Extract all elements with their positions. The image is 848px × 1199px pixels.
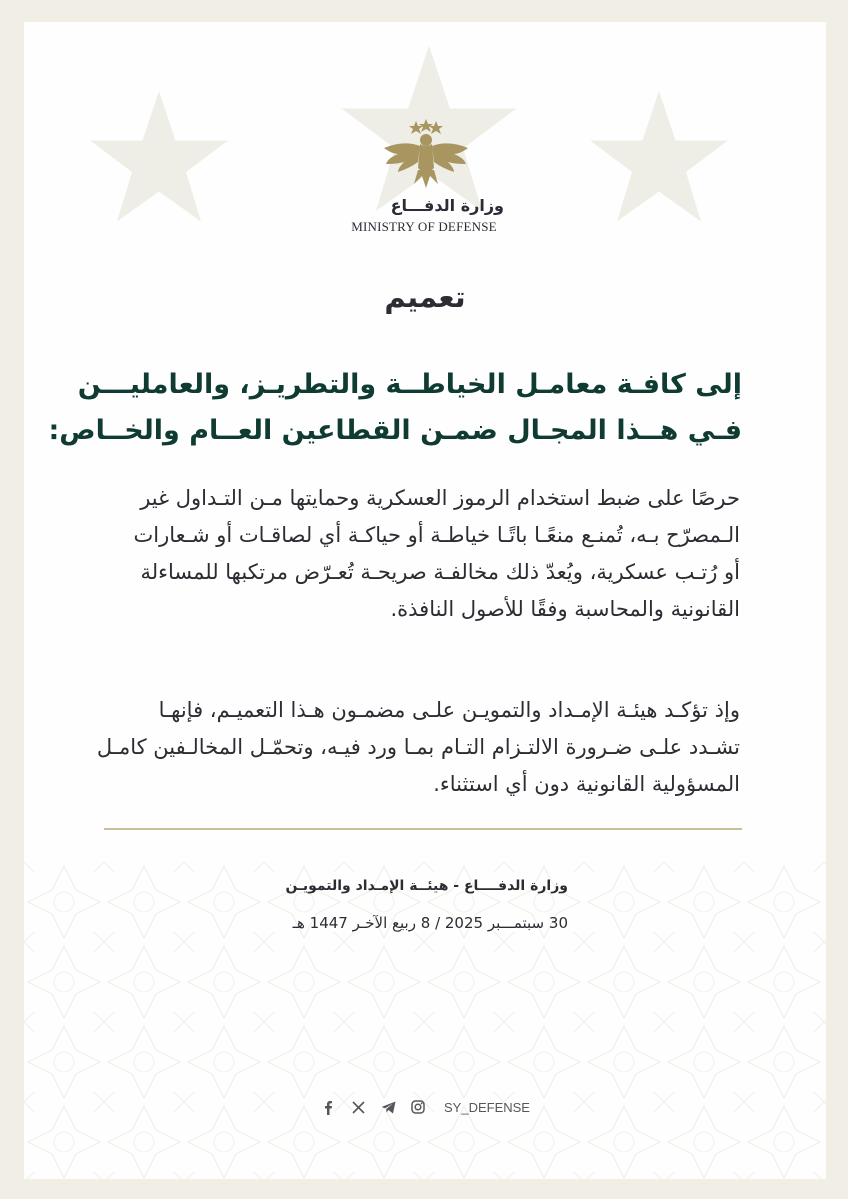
paragraph-line: أو رُتـب عسكرية، ويُعدّ ذلك مخالفـة صريحـة تُعـرّض مرتكبها للمساءلة xyxy=(140,560,740,584)
background-pattern xyxy=(24,862,826,1179)
document-date: 30 سبتمـــبر 2025 / 8 ربيع الآخـر 1447 هـ xyxy=(292,914,568,932)
background-star-left-icon xyxy=(84,88,234,238)
document-page xyxy=(24,22,826,1179)
signature-line: وزارة الدفــــاع - هيئــة الإمـداد والتمويـن xyxy=(285,878,568,894)
section-divider xyxy=(104,828,742,830)
ministry-logo xyxy=(374,118,478,190)
background-star-right-icon xyxy=(584,88,734,238)
eagle-emblem-icon xyxy=(378,118,474,190)
body-paragraph-2 xyxy=(96,692,740,803)
paragraph-line: القانونية والمحاسبة وفقًا للأصول النافذة. xyxy=(390,597,740,621)
social-links xyxy=(24,1096,826,1118)
paragraph-line: تشـدد علـى ضـرورة الالتـزام التـام بمـا ورد فيـه، وتحمّـل المخالـفين كامـل xyxy=(96,735,740,759)
heading-line: فـي هــذا المجـال ضمـن القطاعين العــام والخــاص: xyxy=(48,415,742,446)
facebook-icon[interactable] xyxy=(320,1099,336,1115)
paragraph-line: وإذ تؤكـد هيئـة الإمـداد والتمويـن علـى مضمـون هـذا التعميـم، فإنهـا xyxy=(158,698,740,722)
document-title: تعميم xyxy=(384,280,466,314)
paragraph-line: الـمصرّح بـه، تُمنـع منعًـا باتًـا خياطـة أو حياكـة أي لصاقـات أو شـعارات xyxy=(133,523,740,547)
paragraph-line: حرصًا على ضبط استخدام الرموز العسكرية وحمايتها مـن التـداول غير xyxy=(140,486,740,510)
telegram-icon[interactable] xyxy=(380,1099,396,1115)
paragraph-line: المسؤولية القانونية دون أي استثناء. xyxy=(433,772,740,796)
ministry-name-english: MINISTRY OF DEFENSE xyxy=(351,219,497,234)
social-handle[interactable]: SY_DEFENSE xyxy=(444,1099,530,1115)
ministry-name-arabic: وزارة الدفـــاع xyxy=(390,196,504,215)
instagram-icon[interactable] xyxy=(410,1099,426,1115)
x-icon[interactable] xyxy=(350,1099,366,1115)
addressee-heading xyxy=(48,362,742,454)
body-paragraph-1 xyxy=(104,480,740,628)
heading-line: إلى كافـة معامـل الخياطــة والتطريـز، والعامليـــن xyxy=(77,369,742,400)
